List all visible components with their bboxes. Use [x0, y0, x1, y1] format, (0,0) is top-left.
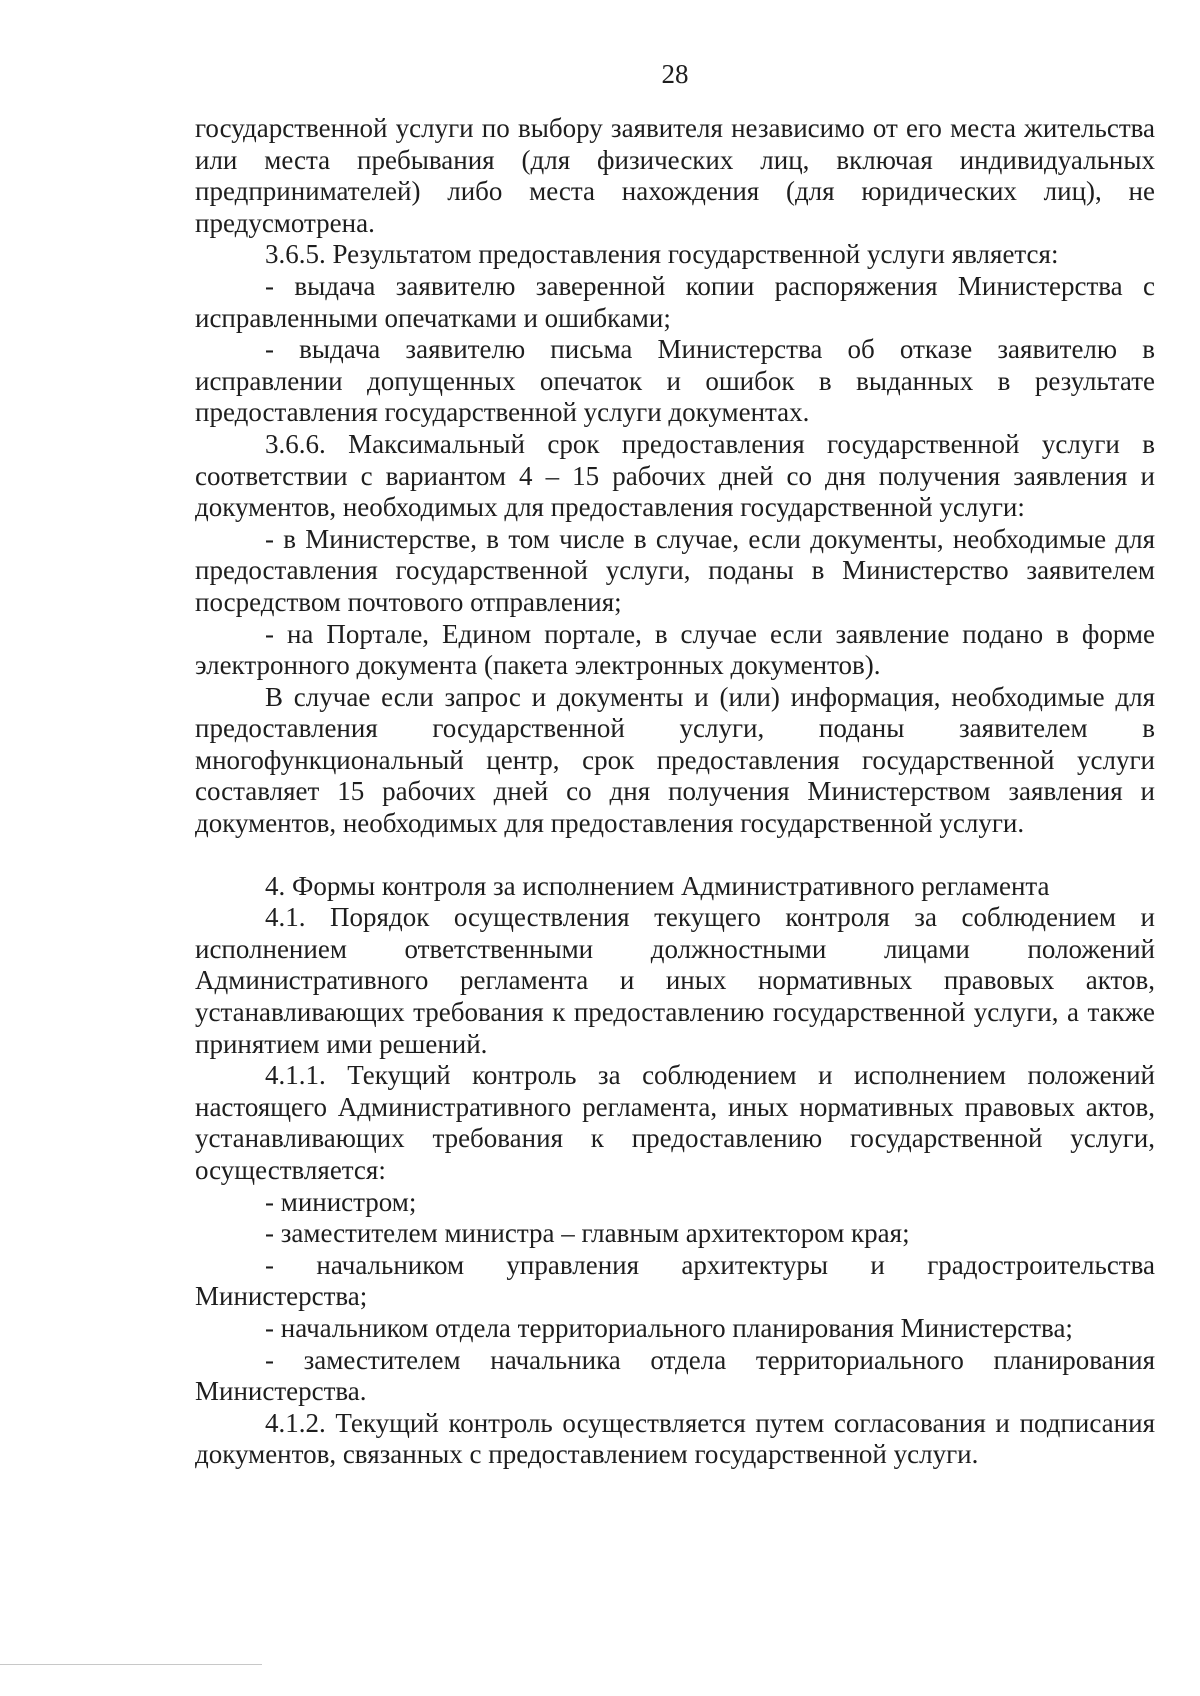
- paragraph-mfc-deadline: В случае если запрос и документы и (или) информация, необходимые для предоставления государственной услуги, поданы заявителем в многофункциональный центр, срок предоставления государственной услуги составляет 15 рабочих дней со дня получения Министерством заявления и документов, необходимых для предоставления государственной услуги.: [195, 681, 1155, 839]
- list-item-ministry: - в Министерстве, в том числе в случае, если документы, необходимые для предоставления государственной услуги, поданы в Министерство заявителем посредством почтового отправления;: [195, 523, 1155, 617]
- paragraph-3-6-5: 3.6.5. Результатом предоставления государственной услуги является:: [265, 239, 1059, 270]
- page-number: 28: [661, 59, 689, 89]
- list-item-head-of-division: - начальником отдела территориального планирования Министерства;: [265, 1312, 1073, 1343]
- footnote-divider: [0, 1664, 262, 1665]
- paragraph-3-6-6: 3.6.6. Максимальный срок предоставления государственной услуги в соответствии с вариантом 4 – 15 рабочих дней со дня получения заявления и документов, необходимых для предоставления государственной услуги:: [195, 428, 1155, 523]
- paragraph-4-1-2: 4.1.2. Текущий контроль осуществляется путем согласования и подписания документов, связанных с предоставлением государственной услуги.: [195, 1407, 1155, 1470]
- list-item-minister: - министром;: [265, 1186, 417, 1217]
- list-item-refusal-letter: - выдача заявителю письма Министерства об отказе заявителю в исправлении допущенных опечаток и ошибок в выданных в результате предоставления государственной услуги документах.: [195, 334, 1155, 428]
- list-item-deputy-head-of-division: - заместителем начальника отдела территориального планирования Министерства.: [195, 1344, 1155, 1407]
- paragraph-4-1: 4.1. Порядок осуществления текущего контроля за соблюдением и исполнением ответственными должностными лицами положений Административного регламента и иных нормативных правовых актов, устанавливающих требования к предоставлению государственной услуги, а также принятием ими решений.: [195, 902, 1155, 1059]
- paragraph-4-1-1: 4.1.1. Текущий контроль за соблюдением и исполнением положений настоящего Административного регламента, иных нормативных правовых актов, устанавливающих требования к предоставлению государственной услуги, осуществляется:: [195, 1060, 1155, 1185]
- paragraph-continuation: государственной услуги по выбору заявителя независимо от его места жительства или места пребывания (для физических лиц, включая индивидуальных предпринимателей) либо места нахождения (для юридических лиц), не предусмотрена.: [195, 113, 1155, 238]
- list-item-deputy-minister: - заместителем министра – главным архитектором края;: [265, 1218, 910, 1249]
- list-item-portal: - на Портале, Едином портале, в случае если заявление подано в форме электронного документа (пакета электронных документов).: [195, 618, 1155, 681]
- list-item-head-of-department: - начальником управления архитектуры и градостроительства Министерства;: [195, 1249, 1155, 1312]
- list-item-certified-copy: - выдача заявителю заверенной копии распоряжения Министерства с исправленными опечатками и ошибками;: [195, 270, 1155, 333]
- section-heading-4: 4. Формы контроля за исполнением Административного регламента: [265, 870, 1050, 901]
- document-body: [195, 113, 1155, 1471]
